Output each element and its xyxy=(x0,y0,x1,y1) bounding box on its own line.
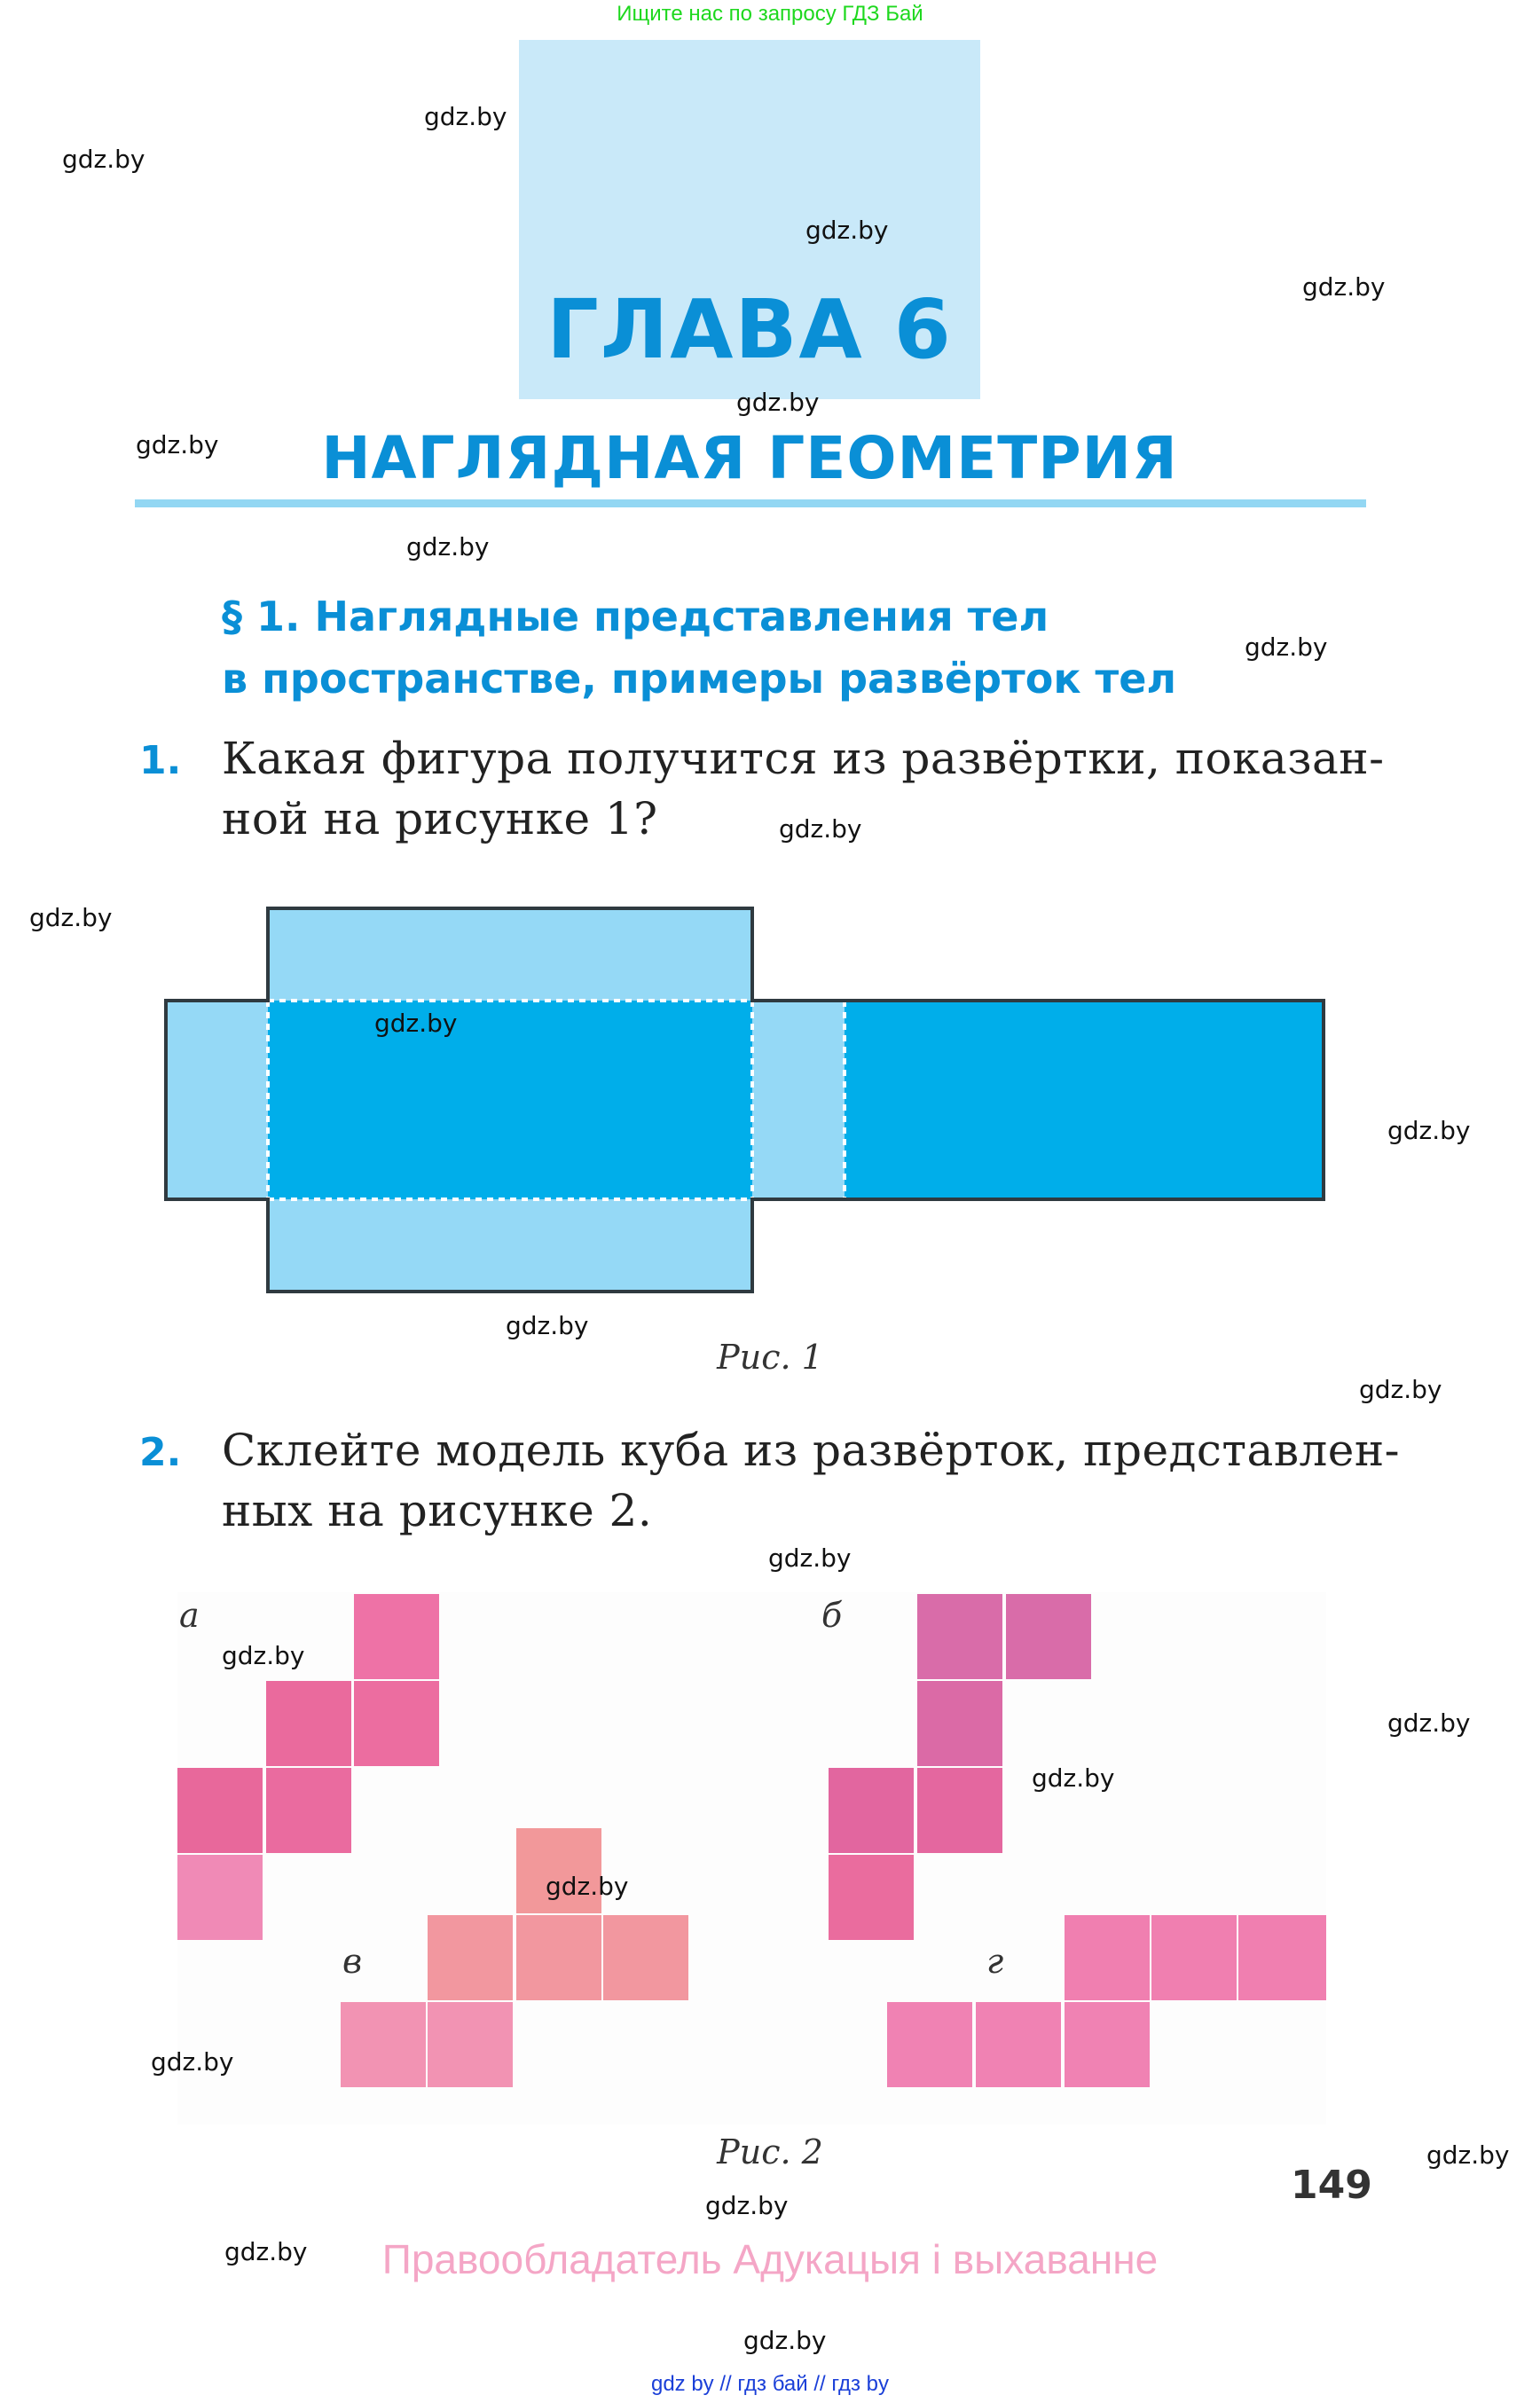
watermark: gdz.by xyxy=(1302,272,1386,302)
net-g-face xyxy=(1151,1915,1237,2000)
watermark: gdz.by xyxy=(406,532,490,561)
net-label-b: б xyxy=(821,1596,843,1635)
watermark: gdz.by xyxy=(1387,1708,1471,1738)
net-b-face xyxy=(917,1681,1002,1766)
watermark: gdz.by xyxy=(1245,632,1328,662)
net-v-face xyxy=(516,1915,601,2000)
watermark: gdz.by xyxy=(779,814,862,844)
net-a-face xyxy=(354,1594,439,1679)
net-label-g: г xyxy=(986,1942,1004,1981)
net-a-face xyxy=(354,1681,439,1766)
watermark: gdz.by xyxy=(1359,1375,1442,1404)
net-b-face xyxy=(829,1768,914,1853)
net-v-face xyxy=(428,2002,513,2087)
figure-1-caption: Рис. 1 xyxy=(717,1338,823,1377)
net-b-face xyxy=(917,1768,1002,1853)
net-v-face xyxy=(603,1915,688,2000)
watermark: gdz.by xyxy=(1387,1116,1471,1145)
watermark: gdz.by xyxy=(374,1009,458,1038)
footer-links[interactable]: gdz by // гдз бай // гдз by xyxy=(650,2372,890,2396)
net-g-face xyxy=(1065,1915,1150,2000)
net-b-face xyxy=(917,1594,1002,1679)
watermark: gdz.by xyxy=(546,1872,629,1901)
task-1-text-line2: ной на рисунке 1? xyxy=(222,793,658,844)
watermark: gdz.by xyxy=(705,2191,789,2220)
chapter-title: ГЛАВА 6 xyxy=(546,282,953,377)
section-title-line1: § 1. Наглядные представления тел xyxy=(222,593,1049,640)
net-label-a: а xyxy=(179,1596,200,1635)
net-a-face xyxy=(177,1768,263,1853)
task-2-text-line1: Склейте модель куба из развёрток, представлен- xyxy=(222,1425,1401,1476)
watermark: gdz.by xyxy=(768,1543,852,1573)
watermark: gdz.by xyxy=(743,2326,827,2355)
watermark: gdz.by xyxy=(222,1641,305,1670)
search-banner: Ищите нас по запросу ГДЗ Бай xyxy=(617,2,923,26)
task-2-text-line2: ных на рисунке 2. xyxy=(222,1485,653,1536)
watermark: gdz.by xyxy=(506,1311,589,1340)
net-g-face xyxy=(1065,2002,1150,2087)
figure-1-box-net xyxy=(160,896,1340,1304)
watermark: gdz.by xyxy=(1426,2140,1510,2170)
task-1-text-line1: Какая фигура получится из развёртки, показан- xyxy=(222,733,1385,784)
task-2-number: 2. xyxy=(139,1430,182,1475)
watermark: gdz.by xyxy=(224,2237,308,2266)
section-title-line2: в пространстве, примеры развёрток тел xyxy=(222,655,1177,703)
net-label-v: в xyxy=(342,1942,363,1981)
net-a-face xyxy=(266,1681,351,1766)
figure-2-cube-nets xyxy=(177,1592,1326,2124)
task-1-number: 1. xyxy=(139,738,182,783)
watermark: gdz.by xyxy=(136,430,219,459)
net-b-face xyxy=(829,1855,914,1940)
watermark: gdz.by xyxy=(29,903,113,932)
watermark: gdz.by xyxy=(1032,1763,1115,1793)
net-g-face xyxy=(1238,1915,1326,2000)
watermark: gdz.by xyxy=(62,145,145,174)
net-v-face xyxy=(428,1915,513,2000)
header-divider xyxy=(135,499,1366,507)
watermark: gdz.by xyxy=(424,102,507,131)
net-b-face xyxy=(1006,1594,1091,1679)
net-g-face xyxy=(976,2002,1061,2087)
net-g-face xyxy=(887,2002,972,2087)
net-a-face xyxy=(177,1855,263,1940)
watermark: gdz.by xyxy=(151,2047,234,2077)
chapter-subtitle: НАГЛЯДНАЯ ГЕОМЕТРИЯ xyxy=(321,424,1178,492)
net-v-face xyxy=(341,2002,426,2087)
page-number: 149 xyxy=(1291,2163,1372,2208)
watermark: gdz.by xyxy=(805,216,889,245)
net-a-face xyxy=(266,1768,351,1853)
figure-2-caption: Рис. 2 xyxy=(717,2132,823,2171)
watermark: gdz.by xyxy=(736,388,820,417)
copyright-notice: Правообладатель Адукацыя і выхаванне xyxy=(381,2236,1159,2282)
